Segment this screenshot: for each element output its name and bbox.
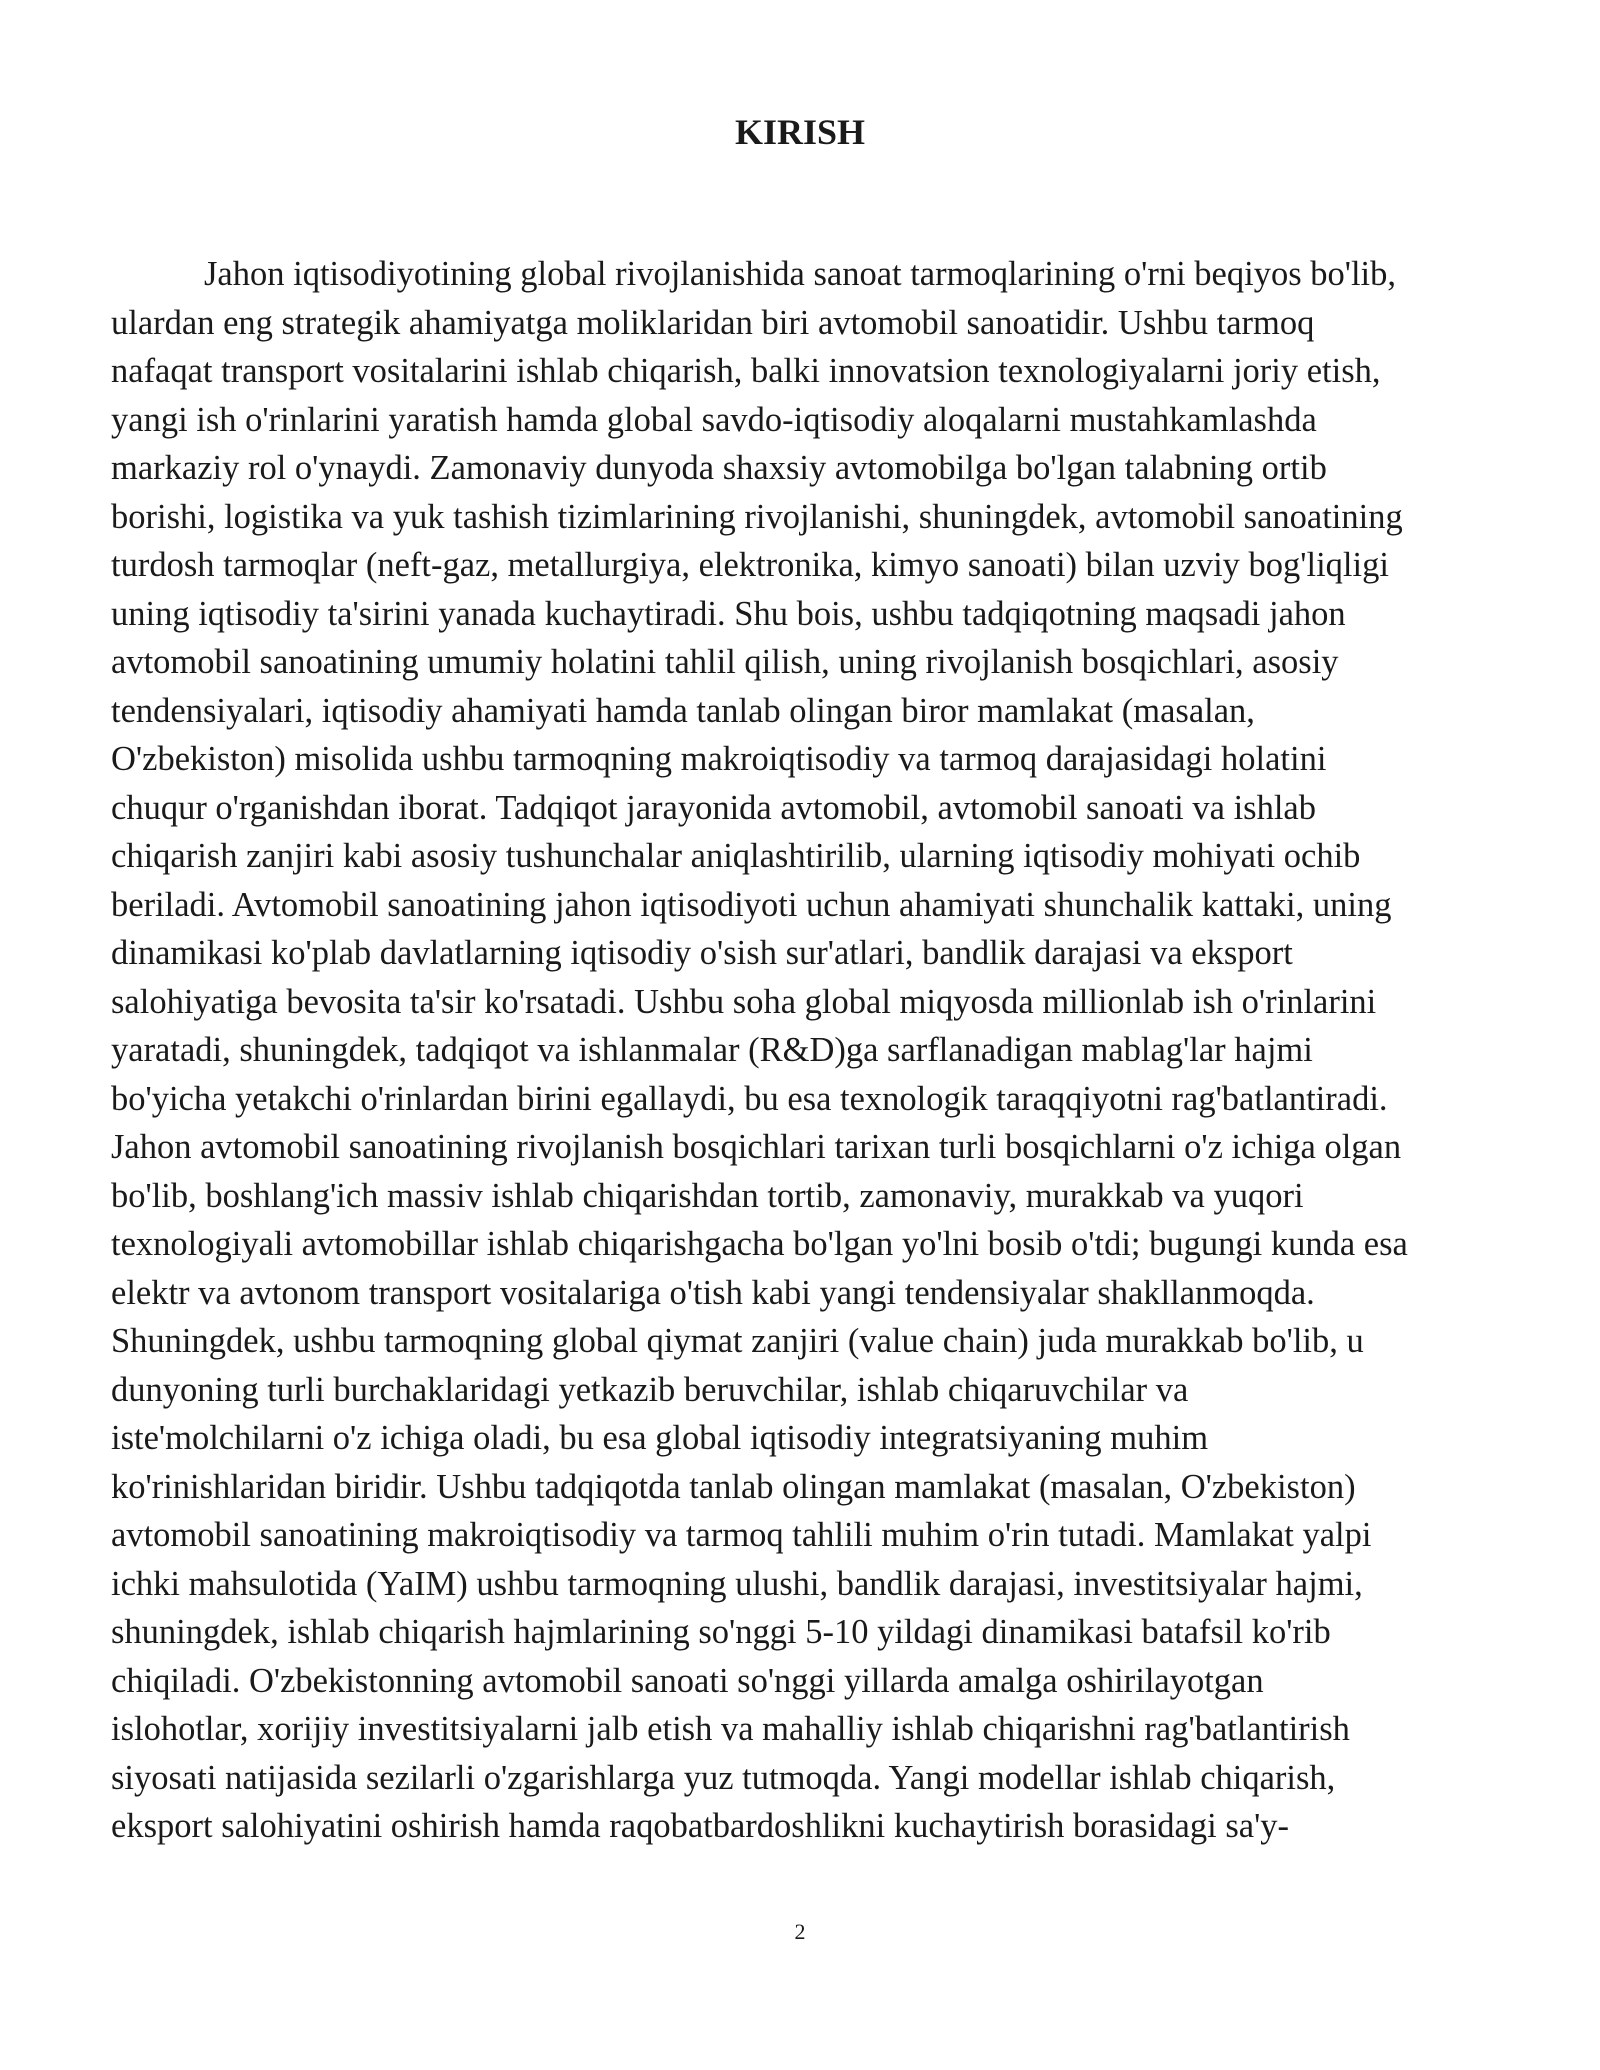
paragraph-line: Jahon iqtisodiyotining global rivojlanishida sanoat tarmoqlarining o'rni beqiyos bo'lib, xyxy=(204,255,1397,293)
paragraph-line: eksport salohiyatini oshirish hamda raqobatbardoshlikni kuchaytirish borasidagi sa'y- xyxy=(111,1807,1290,1845)
paragraph-line: Jahon avtomobil sanoatining rivojlanish bosqichlari tarixan turli bosqichlarni o'z ichiga olgan xyxy=(111,1128,1402,1166)
paragraph-line: uning iqtisodiy ta'sirini yanada kuchaytiradi. Shu bois, ushbu tadqiqotning maqsadi jahon xyxy=(111,594,1346,633)
paragraph-line: dunyoning turli burchaklaridagi yetkazib beruvchilar, ishlab chiqaruvchilar va xyxy=(111,1370,1189,1409)
paragraph-line: elektr va avtonom transport vositalariga o'tish kabi yangi tendensiyalar shakllanmoqda. xyxy=(111,1273,1315,1312)
paragraph-line: Shuningdek, ushbu tarmoqning global qiymat zanjiri (value chain) juda murakkab bo'lib, u xyxy=(111,1322,1364,1360)
paragraph-line: texnologiyali avtomobillar ishlab chiqarishgacha bo'lgan yo'lni bosib o'tdi; bugungi kunda esa xyxy=(111,1225,1408,1263)
paragraph-line: islohotlar, xorijiy investitsiyalarni jalb etish va mahalliy ishlab chiqarishni rag'batlantirish xyxy=(111,1710,1350,1748)
paragraph-line: ichki mahsulotida (YaIM) ushbu tarmoqning ulushi, bandlik darajasi, investitsiyalar hajmi, xyxy=(111,1564,1363,1603)
paragraph-line: bo'lib, boshlang'ich massiv ishlab chiqarishdan tortib, zamonaviy, murakkab va yuqori xyxy=(111,1176,1304,1215)
paragraph-line: avtomobil sanoatining makroiqtisodiy va tarmoq tahlili muhim o'rin tutadi. Mamlakat yalpi xyxy=(111,1516,1372,1554)
body-paragraph xyxy=(111,250,1489,1851)
paragraph-line: nafaqat transport vositalarini ishlab chiqarish, balki innovatsion texnologiyalarni joriy etish, xyxy=(111,352,1381,390)
paragraph-line: markaziy rol o'ynaydi. Zamonaviy dunyoda shaxsiy avtomobilga bo'lgan talabning ortib xyxy=(111,449,1327,487)
paragraph-line: tendensiyalari, iqtisodiy ahamiyati hamda tanlab olingan biror mamlakat (masalan, xyxy=(111,691,1255,730)
paragraph-line: ulardan eng strategik ahamiyatga moliklaridan biri avtomobil sanoatidir. Ushbu tarmoq xyxy=(111,303,1315,342)
paragraph-line: turdosh tarmoqlar (neft-gaz, metallurgiya, elektronika, kimyo sanoati) bilan uzviy bog'liqligi xyxy=(111,546,1389,584)
paragraph-line: ko'rinishlaridan biridir. Ushbu tadqiqotda tanlab olingan mamlakat (masalan, O'zbekiston) xyxy=(111,1467,1356,1506)
paragraph-line: dinamikasi ko'plab davlatlarning iqtisodiy o'sish sur'atlari, bandlik darajasi va eksport xyxy=(111,934,1293,972)
paragraph-line: bo'yicha yetakchi o'rinlardan birini egallaydi, bu esa texnologik taraqqiyotni rag'batlantiradi. xyxy=(111,1079,1388,1118)
paragraph-line: yaratadi, shuningdek, tadqiqot va ishlanmalar (R&D)ga sarflanadigan mablag'lar hajmi xyxy=(111,1031,1313,1069)
paragraph-line: iste'molchilarni o'z ichiga oladi, bu esa global iqtisodiy integratsiyaning muhim xyxy=(111,1419,1209,1457)
paragraph-line: yangi ish o'rinlarini yaratish hamda global savdo-iqtisodiy aloqalarni mustahkamlashda xyxy=(111,400,1317,439)
paragraph-line: borishi, logistika va yuk tashish tizimlarining rivojlanishi, shuningdek, avtomobil sanoatining xyxy=(111,497,1403,536)
paragraph-line: salohiyatiga bevosita ta'sir ko'rsatadi. Ushbu soha global miqyosda millionlab ish o'rinlarini xyxy=(111,982,1377,1021)
paragraph-line: chiqiladi. O'zbekistonning avtomobil sanoati so'nggi yillarda amalga oshirilayotgan xyxy=(111,1661,1264,1700)
paragraph-line: shuningdek, ishlab chiqarish hajmlarining so'nggi 5-10 yildagi dinamikasi batafsil ko'rib xyxy=(111,1613,1331,1651)
paragraph-line: beriladi. Avtomobil sanoatining jahon iqtisodiyoti uchun ahamiyati shunchalik kattaki, uning xyxy=(111,885,1392,924)
paragraph-line: siyosati natijasida sezilarli o'zgarishlarga yuz tutmoqda. Yangi modellar ishlab chiqarish, xyxy=(111,1758,1336,1797)
page-number: 2 xyxy=(794,1919,806,1944)
paragraph-line: chuqur o'rganishdan iborat. Tadqiqot jarayonida avtomobil, avtomobil sanoati va ishlab xyxy=(111,788,1316,827)
section-title: KIRISH xyxy=(734,112,866,152)
paragraph-line: avtomobil sanoatining umumiy holatini tahlil qilish, uning rivojlanish bosqichlari, asosiy xyxy=(111,643,1339,681)
paragraph-line: chiqarish zanjiri kabi asosiy tushunchalar aniqlashtirilib, ularning iqtisodiy mohiyati ochib xyxy=(111,837,1361,875)
paragraph-line: O'zbekiston) misolida ushbu tarmoqning makroiqtisodiy va tarmoq darajasidagi holatini xyxy=(111,740,1327,778)
